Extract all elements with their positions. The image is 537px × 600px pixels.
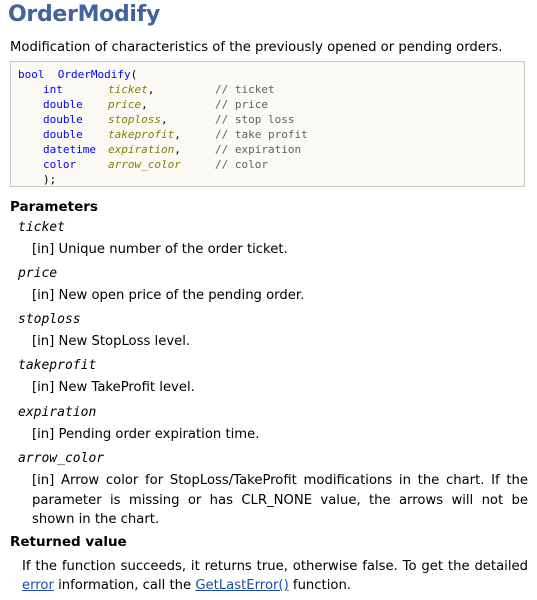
param-name: ticket — [18, 220, 65, 235]
code-block — [10, 61, 525, 187]
code-arg-line — [18, 157, 524, 172]
param-description: [in] Pending order expiration time. — [32, 427, 260, 442]
code-arg-type: double — [43, 113, 83, 126]
returned-text-part: function. — [288, 578, 351, 593]
code-arg-type: datetime — [43, 143, 96, 156]
code-arg-sep: , — [160, 113, 168, 126]
code-arg-name: takeprofit — [108, 128, 175, 141]
param-name: expiration — [18, 405, 97, 420]
returned-value-text — [22, 557, 528, 595]
param-name: arrow_color — [18, 451, 105, 466]
code-arg-sep: , — [174, 143, 181, 156]
code-arg-sep: , — [147, 83, 155, 96]
code-arg-sep: , — [141, 98, 148, 111]
code-arg-line — [18, 127, 524, 142]
page-title: OrderModify — [8, 2, 160, 27]
param-name: stoploss — [18, 312, 81, 327]
code-signature-line — [18, 67, 524, 82]
code-arg-comment: // price — [215, 98, 268, 111]
getlasterror-link[interactable]: GetLastError() — [195, 578, 289, 593]
code-arg-comment: // take profit — [215, 128, 308, 141]
returned-text-part: If the function succeeds, it returns true, otherwise false. To get the detailed — [22, 559, 528, 574]
code-arg-comment: // expiration — [215, 143, 302, 156]
code-open-paren: ( — [130, 68, 138, 81]
code-close-paren: ); — [43, 173, 57, 186]
param-description: [in] Arrow color for StopLoss/TakeProfit modifications in the chart. If the parameter is missing or has CLR_NONE value, the arrows will not be shown in the chart. — [32, 473, 528, 527]
code-arg-type: double — [43, 128, 83, 141]
code-arg-comment: // stop loss — [215, 113, 295, 126]
code-close-line — [18, 172, 524, 187]
code-arg-name: price — [108, 98, 142, 111]
code-arg-name: stoploss — [108, 113, 161, 126]
code-arg-line — [18, 97, 524, 112]
parameters-heading: Parameters — [10, 199, 98, 215]
param-description: [in] New TakeProfit level. — [32, 380, 195, 395]
code-arg-line — [18, 82, 524, 97]
param-description: [in] New StopLoss level. — [32, 334, 191, 349]
param-name: takeprofit — [18, 358, 97, 373]
param-description: [in] Unique number of the order ticket. — [32, 242, 288, 257]
code-arg-line — [18, 112, 524, 127]
page-description: Modification of characteristics of the previously opened or pending orders. — [10, 40, 503, 55]
code-arg-name: expiration — [108, 143, 175, 156]
code-arg-type: color — [43, 158, 77, 171]
param-description: [in] New open price of the pending order. — [32, 288, 305, 303]
code-arg-comment: // color — [215, 158, 268, 171]
code-arg-comment: // ticket — [215, 83, 275, 96]
returned-value-heading: Returned value — [10, 534, 127, 550]
code-arg-type: double — [43, 98, 83, 111]
returned-text-part: information, call the — [53, 578, 196, 593]
code-arg-type: int — [43, 83, 63, 96]
code-arg-name: ticket — [108, 83, 148, 96]
error-link[interactable]: error — [22, 578, 54, 593]
param-name: price — [18, 266, 58, 281]
code-arg-line — [18, 142, 524, 157]
code-arg-sep: , — [174, 128, 181, 141]
code-return-type: bool — [18, 68, 45, 81]
code-function-name: OrderModify — [57, 68, 131, 81]
code-arg-name: arrow_color — [108, 158, 181, 171]
